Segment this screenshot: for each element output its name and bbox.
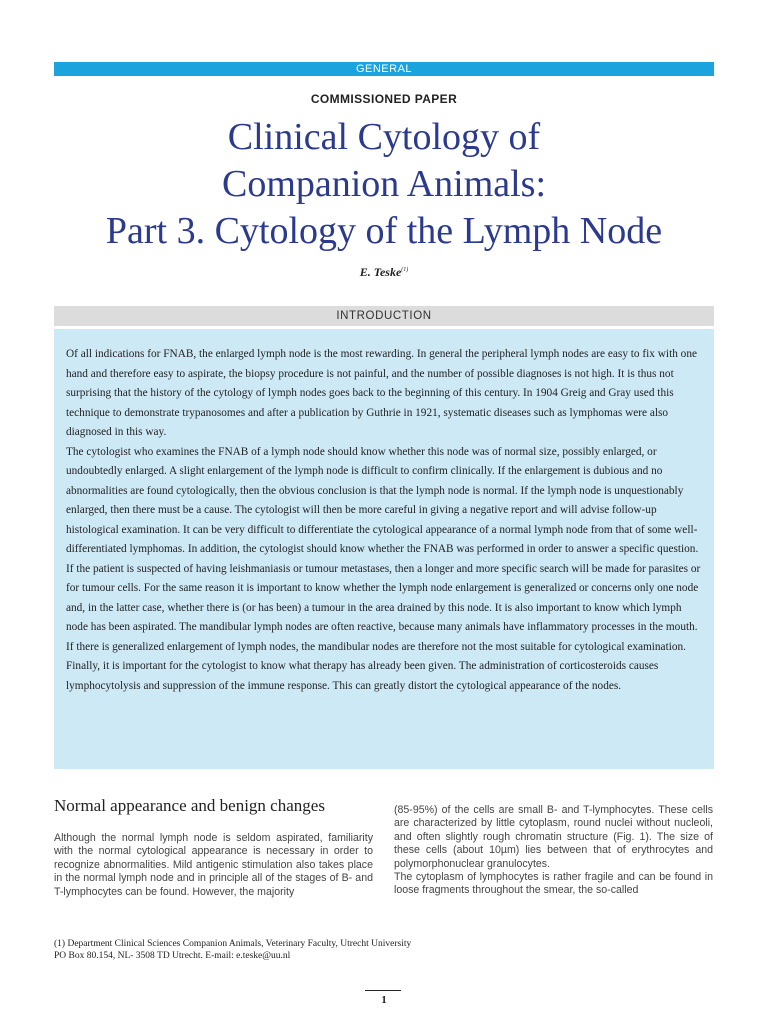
author-affiliation-marker: (1)	[401, 267, 409, 273]
section-heading: Normal appearance and benign changes	[54, 796, 325, 815]
body-paragraph: Although the normal lymph node is seldom aspirated, familiarity with the normal cytological appearance is necessary in order to recognize abnormalities. Mild antigenic stimulation also takes place in the normal lymph node and in principle all of the stages of B- and T-lymphocytes can be found. However, the majority	[54, 832, 373, 898]
title-line: Companion Animals:	[221, 163, 547, 205]
intro-paragraph: The cytologist who examines the FNAB of a lymph node should know whether this node was of normal size, possibly enlarged, or undoubtedly enlarged. A slight enlargement of the lymph node is difficult to confirm clinically. If the enlargement is dubious and no abnormalities are found cytologically, then the obvious conclusion is that the lymph node is normal. If the lymph node is unquestionably enlarged, then there must be a cause. The cytologist will then be more careful in giving a negative report and will advise follow-up histological examination. It can be very difficult to differentiate the cytological appearance of a normal lymph node from that of some well-differentiated lymphomas. In addition, the cytologist should know whether the FNAB was performed in order to answer a specific question. If the patient is suspected of having leishmaniasis or tumour metastases, then a longer and more specific search will be made for parasites or for tumour cells. For the same reason it is important to know whether the lymph node enlargement is generalized or concerns only one node and, in the latter case, whether there is (or has been) a tumour in the area drained by this node. It is also important to know which lymph node has been aspirated. The mandibular lymph nodes are often reactive, because many animals have inflammatory processes in the mouth.	[66, 445, 701, 633]
body-paragraph: The cytoplasm of lymphocytes is rather fragile and can be found in loose fragments throughout the smear, the so-called	[394, 871, 713, 897]
affiliation-footnote	[54, 939, 654, 962]
introduction-box	[54, 329, 714, 769]
body-paragraph: (85-95%) of the cells are small B- and T-lymphocytes. These cells are characterized by little cytoplasm, round nuclei without nucleoli, and often slightly rough chromatin structure (Fig. 1). The size of these cells (about 10µm) lies between that of erythrocytes and polymorphonuclear granulocytes.	[394, 804, 713, 870]
body-column-right	[394, 804, 713, 898]
article-title	[0, 114, 768, 255]
title-line: Clinical Cytology of	[227, 116, 541, 158]
author-name: E. Teske	[359, 265, 402, 279]
intro-paragraph: If there is generalized enlargement of lymph nodes, the mandibular nodes are therefore not the most suitable for cytological examination. Finally, it is important for the cytologist to know what therapy has already been given. The administration of corticosteroids causes lymphocytolysis and suppression of the immune response. This can greatly distort the cytological appearance of the nodes.	[66, 640, 686, 692]
introduction-heading: INTRODUCTION	[54, 306, 714, 326]
footnote-line: PO Box 80.154, NL- 3508 TD Utrecht. E-mail: e.teske@uu.nl	[54, 950, 291, 961]
page-number-rule	[365, 990, 401, 991]
title-line: Part 3. Cytology of the Lymph Node	[105, 210, 663, 252]
footnote-line: (1) Department Clinical Sciences Companion Animals, Veterinary Faculty, Utrecht University	[54, 939, 412, 949]
section-band: GENERAL	[54, 62, 714, 76]
paper-type-label: COMMISSIONED PAPER	[310, 92, 458, 106]
body-column-left	[54, 832, 373, 899]
author-line	[0, 265, 768, 280]
intro-paragraph: Of all indications for FNAB, the enlarged lymph node is the most rewarding. In general the peripheral lymph nodes are easy to fix with one hand and therefore easy to aspirate, the biopsy procedure is not painful, and the number of possible diagnoses is not high. It is thus not surprising that the history of the cytology of lymph nodes goes back to the beginning of this century. In 1904 Greig and Gray used this technique to demonstrate trypanosomes and after a publication by Guthrie in 1921, systematic diseases such as lymphomas were also diagnosed in this way.	[66, 348, 697, 438]
page-number: 1	[381, 994, 387, 1006]
